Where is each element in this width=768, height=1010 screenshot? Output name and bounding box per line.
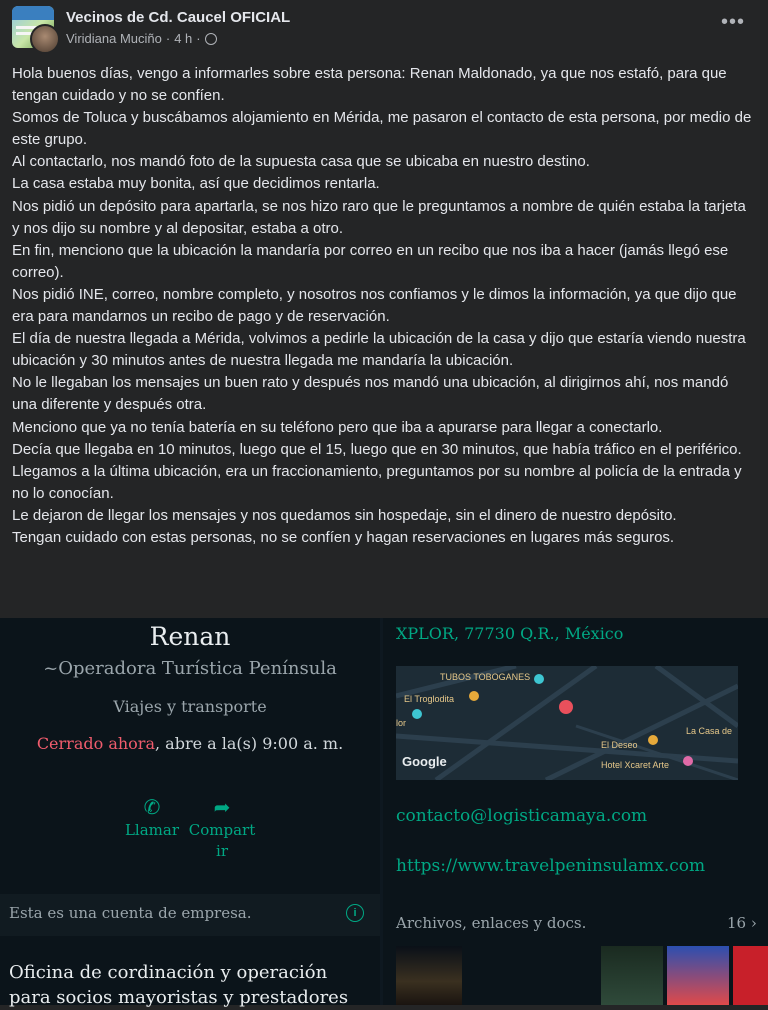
post-paragraph: Somos de Toluca y buscábamos alojamiento en Mérida, me pasaron el contacto de esta persona, por medio de este grupo. bbox=[12, 109, 752, 149]
post-paragraph: Le dejaron de llegar los mensajes y nos quedamos sin hospedaje, sin el dinero de nuestro depósito. bbox=[12, 506, 677, 524]
map-label: lor bbox=[396, 718, 407, 728]
post-paragraph: El día de nuestra llegada a Mérida, volvimos a pedirle la ubicación de la casa y dijo que estaría viendo nuestra ubicación y 30 minutos antes de nuestra llegada me mandaría la ubicación. bbox=[12, 330, 746, 370]
group-name[interactable]: Vecinos de Cd. Caucel OFICIAL bbox=[66, 9, 291, 26]
files-links-docs-row[interactable] bbox=[383, 908, 768, 944]
profile-description: Oficina de cordinación y operación para socios mayoristas y prestadores bbox=[9, 962, 349, 1008]
post-body bbox=[12, 63, 756, 549]
share-button[interactable] bbox=[187, 794, 257, 862]
more-options-icon[interactable]: ••• bbox=[720, 11, 745, 33]
address[interactable]: XPLOR, 77730 Q.R., México bbox=[396, 624, 624, 643]
media-thumbnail[interactable] bbox=[667, 946, 729, 1005]
post-paragraph: Nos pidió un depósito para apartarla, se nos hizo raro que le preguntamos a nombre de quién estaba la tarjeta y nos dijo su nombre y al depositar, estaba a otro. bbox=[12, 197, 746, 237]
post-time[interactable]: 4 h bbox=[174, 31, 193, 46]
pin-icon bbox=[469, 691, 479, 701]
files-count: 16 › bbox=[727, 914, 757, 932]
phone-icon: ✆ bbox=[143, 795, 161, 819]
map-label: El Troglodita bbox=[404, 694, 455, 704]
post-paragraph: Al contactarlo, nos mandó foto de la supuesta casa que se ubicaba en nuestro destino. bbox=[12, 153, 590, 171]
media-thumbnail[interactable] bbox=[396, 946, 462, 1005]
call-button[interactable] bbox=[117, 794, 187, 841]
post-paragraph: En fin, menciono que la ubicación la mandaría por correo en un recibo que nos iba a hacer (jamás llegó ese correo). bbox=[12, 241, 729, 281]
post-meta bbox=[66, 31, 217, 46]
author-name[interactable]: Viridiana Muciño bbox=[66, 31, 162, 46]
post-paragraph: Llegamos a la última ubicación, era un fraccionamiento, preguntamos por su nombre al policía de la entrada y no lo conocían. bbox=[12, 462, 742, 502]
post-paragraph: Decía que llegaba en 10 minutos, luego que el 15, luego que en 30 minutos, que había tráfico en el periférico. bbox=[12, 440, 742, 458]
files-label: Archivos, enlaces y docs. bbox=[396, 914, 587, 932]
closed-status: Cerrado ahora bbox=[36, 734, 155, 753]
business-note: Esta es una cuenta de empresa. bbox=[9, 904, 252, 922]
pin-icon bbox=[683, 756, 693, 766]
pin-icon bbox=[534, 674, 544, 684]
pin-icon bbox=[648, 735, 658, 745]
google-logo: Google bbox=[402, 754, 447, 769]
post-paragraph: Hola buenos días, vengo a informarles sobre esta persona: Renan Maldonado, ya que nos estafó, para que tengan cuidado y no se confíen. bbox=[12, 65, 727, 105]
profile-name: Renan bbox=[149, 622, 231, 651]
website-link[interactable]: https://www.travelpeninsulamx.com bbox=[396, 856, 706, 876]
post-paragraph: Menciono que ya no tenía batería en su teléfono pero que iba a apurarse para llegar a conectarlo. bbox=[12, 418, 663, 436]
post-paragraph: No le llegaban los mensajes un buen rato y después nos mandó una ubicación, al dirigirnos ahí, nos mandó una diferente y después otra. bbox=[12, 374, 729, 414]
profile-subtitle: ~Operadora Turística Península bbox=[43, 658, 337, 679]
business-details-panel bbox=[383, 618, 768, 1005]
profile-hours bbox=[0, 734, 380, 753]
business-profile-panel bbox=[0, 618, 380, 1008]
map-label: El Deseo bbox=[601, 740, 638, 750]
media-thumbnail[interactable] bbox=[601, 946, 663, 1005]
share-label: Compart ir bbox=[188, 821, 256, 860]
author-avatar[interactable] bbox=[30, 24, 60, 54]
share-icon: ➦ bbox=[213, 795, 231, 819]
post-paragraph: Nos pidió INE, correo, nombre completo, y nosotros nos confiamos y le dimos la información, ya que dijo que era para mandarnos un recibo de pago y de reservación. bbox=[12, 285, 737, 326]
map-label: Hotel Xcaret Arte bbox=[601, 760, 670, 770]
info-icon[interactable]: i bbox=[346, 904, 364, 922]
media-thumbnail[interactable] bbox=[733, 946, 768, 1005]
pin-icon bbox=[412, 709, 422, 719]
post-paragraph: Tengan cuidado con estas personas, no se confíen y hagan reservaciones en lugares más seguros. bbox=[12, 528, 675, 546]
opening-hours: , abre a la(s) 9:00 a. m. bbox=[154, 734, 344, 753]
profile-category: Viajes y transporte bbox=[113, 697, 267, 716]
globe-icon bbox=[205, 33, 217, 45]
location-map[interactable] bbox=[396, 666, 738, 780]
separator: · bbox=[196, 31, 201, 46]
email-link[interactable]: contacto@logisticamaya.com bbox=[396, 806, 648, 826]
attached-screenshot[interactable] bbox=[0, 618, 768, 1008]
call-label: Llamar bbox=[124, 821, 180, 839]
map-label: La Casa de bbox=[686, 726, 733, 736]
post-paragraph: La casa estaba muy bonita, así que decidimos rentarla. bbox=[12, 175, 380, 193]
separator: · bbox=[165, 31, 171, 46]
location-pin-icon bbox=[559, 700, 573, 714]
media-thumbnail[interactable] bbox=[465, 946, 535, 1005]
map-label: TUBOS TOBOGANES bbox=[440, 672, 531, 682]
business-account-row[interactable] bbox=[0, 894, 380, 936]
